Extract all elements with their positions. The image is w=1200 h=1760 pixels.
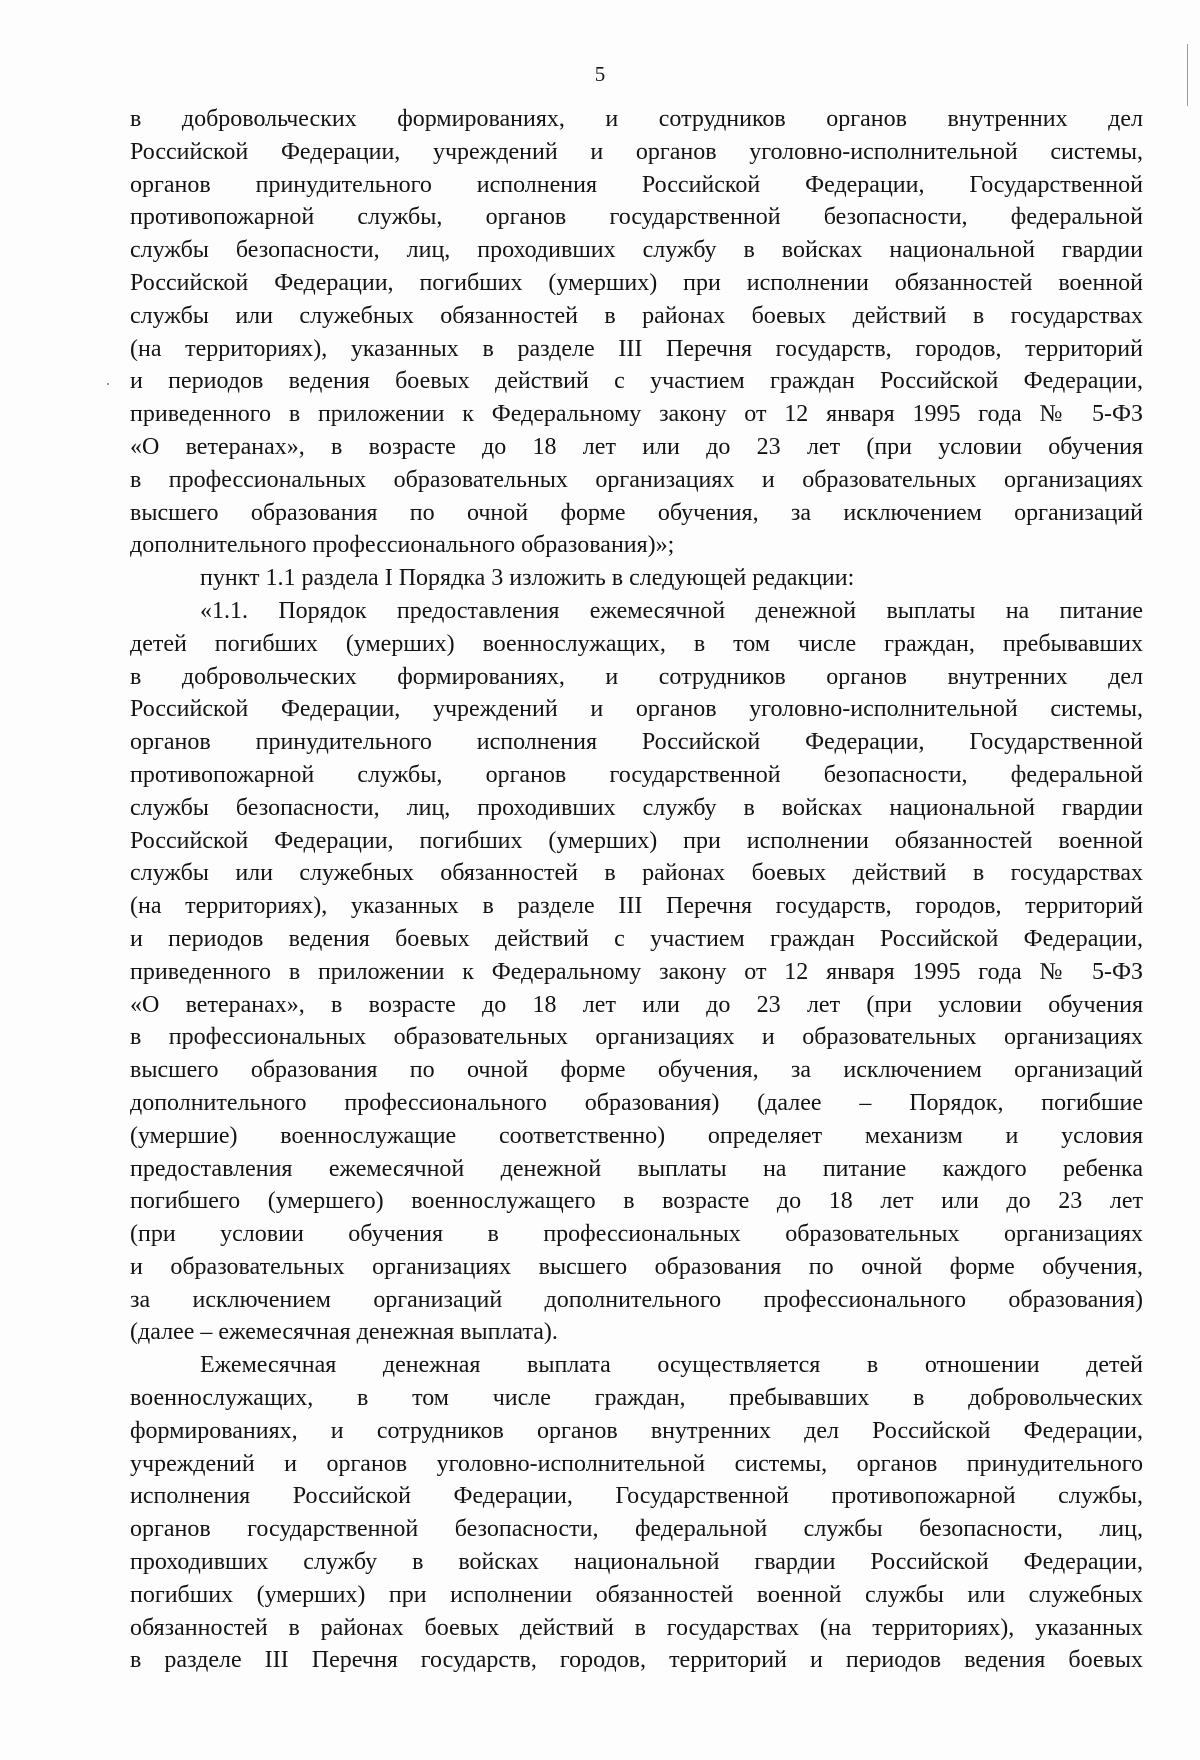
text-line: противопожарной службы, органов государственной безопасности, федеральной: [130, 761, 1143, 788]
text-line: органов государственной безопасности, федеральной службы безопасности, лиц,: [130, 1516, 1143, 1543]
text-line: противопожарной службы, органов государственной безопасности, федеральной: [130, 204, 1143, 231]
text-line: «1.1. Порядок предоставления ежемесячной денежной выплаты на питание: [200, 597, 1143, 624]
text-line: формированиях, и сотрудников органов внутренних дел Российской Федерации,: [130, 1417, 1143, 1444]
text-line: Российской Федерации, учреждений и органов уголовно-исполнительной системы,: [130, 696, 1143, 723]
text-line: органов принудительного исполнения Российской Федерации, Государственной: [130, 171, 1143, 198]
text-line: предоставления ежемесячной денежной выплаты на питание каждого ребенка: [130, 1155, 1143, 1182]
text-line: в добровольческих формированиях, и сотрудников органов внутренних дел: [130, 106, 1143, 132]
text-line: пункт 1.1 раздела I Порядка 3 изложить в следующей редакции:: [200, 565, 855, 592]
text-line: «О ветеранах», в возрасте до 18 лет или до 23 лет (при условии обучения: [130, 991, 1143, 1018]
text-line: обязанностей в районах боевых действий в государствах (на территориях), указанных: [130, 1614, 1143, 1641]
text-line: Российской Федерации, учреждений и органов уголовно-исполнительной системы,: [130, 138, 1143, 165]
text-line: органов принудительного исполнения Российской Федерации, Государственной: [130, 729, 1143, 756]
text-line: службы или служебных обязанностей в районах боевых действий в государствах: [130, 860, 1143, 887]
text-line: дополнительного профессионального образования) (далее – Порядок, погибшие: [130, 1089, 1143, 1116]
text-line: (на территориях), указанных в разделе III Перечня государств, городов, территорий: [130, 893, 1143, 920]
text-line: (на территориях), указанных в разделе III Перечня государств, городов, территорий: [130, 335, 1143, 362]
text-line: проходивших службу в войсках национальной гвардии Российской Федерации,: [130, 1549, 1143, 1576]
text-line: военнослужащих, в том числе граждан, пребывавших в добровольческих: [130, 1385, 1143, 1412]
text-line: в разделе III Перечня государств, городов, территорий и периодов ведения боевых: [130, 1647, 1143, 1674]
scan-speck: [107, 383, 109, 385]
text-line: погибших (умерших) при исполнении обязанностей военной службы или служебных: [130, 1581, 1143, 1608]
text-line: службы безопасности, лиц, проходивших службу в войсках национальной гвардии: [130, 794, 1143, 821]
text-line: дополнительного профессионального образования)»;: [130, 532, 675, 559]
text-line: Российской Федерации, погибших (умерших) при исполнении обязанностей военной: [130, 827, 1143, 854]
text-line: приведенного в приложении к Федеральному закону от 12 января 1995 года № 5-ФЗ: [130, 401, 1143, 428]
text-line: высшего образования по очной форме обучения, за исключением организаций: [130, 1057, 1143, 1084]
text-line: и периодов ведения боевых действий с участием граждан Российской Федерации,: [130, 925, 1143, 952]
text-line: «О ветеранах», в возрасте до 18 лет или до 23 лет (при условии обучения: [130, 433, 1143, 460]
page-number: 5: [594, 62, 606, 86]
text-line: (при условии обучения в профессиональных образовательных организациях: [130, 1221, 1143, 1248]
text-line: приведенного в приложении к Федеральному закону от 12 января 1995 года № 5-ФЗ: [130, 958, 1143, 985]
text-line: в добровольческих формированиях, и сотрудников органов внутренних дел: [130, 663, 1143, 690]
text-line: (далее – ежемесячная денежная выплата).: [130, 1319, 558, 1346]
text-line: погибшего (умершего) военнослужащего в возрасте до 18 лет или до 23 лет: [130, 1188, 1143, 1215]
text-line: службы или служебных обязанностей в районах боевых действий в государствах: [130, 302, 1143, 329]
document-body: [130, 103, 1143, 1677]
text-line: (умершие) военнослужащие соответственно) определяет механизм и условия: [130, 1122, 1143, 1149]
text-line: Российской Федерации, погибших (умерших) при исполнении обязанностей военной: [130, 269, 1143, 296]
text-line: детей погибших (умерших) военнослужащих, в том числе граждан, пребывавших: [130, 630, 1143, 657]
text-line: высшего образования по очной форме обучения, за исключением организаций: [130, 499, 1143, 526]
text-line: исполнения Российской Федерации, Государственной противопожарной службы,: [130, 1483, 1143, 1510]
text-line: и периодов ведения боевых действий с участием граждан Российской Федерации,: [130, 368, 1143, 395]
text-line: в профессиональных образовательных организациях и образовательных организациях: [130, 466, 1143, 493]
text-line: за исключением организаций дополнительного профессионального образования): [130, 1286, 1143, 1313]
text-line: Ежемесячная денежная выплата осуществляется в отношении детей: [200, 1352, 1143, 1379]
text-line: в профессиональных образовательных организациях и образовательных организациях: [130, 1024, 1143, 1051]
text-line: и образовательных организациях высшего образования по очной форме обучения,: [130, 1253, 1143, 1280]
text-line: учреждений и органов уголовно-исполнительной системы, органов принудительного: [130, 1450, 1143, 1477]
text-line: службы безопасности, лиц, проходивших службу в войсках национальной гвардии: [130, 237, 1143, 264]
